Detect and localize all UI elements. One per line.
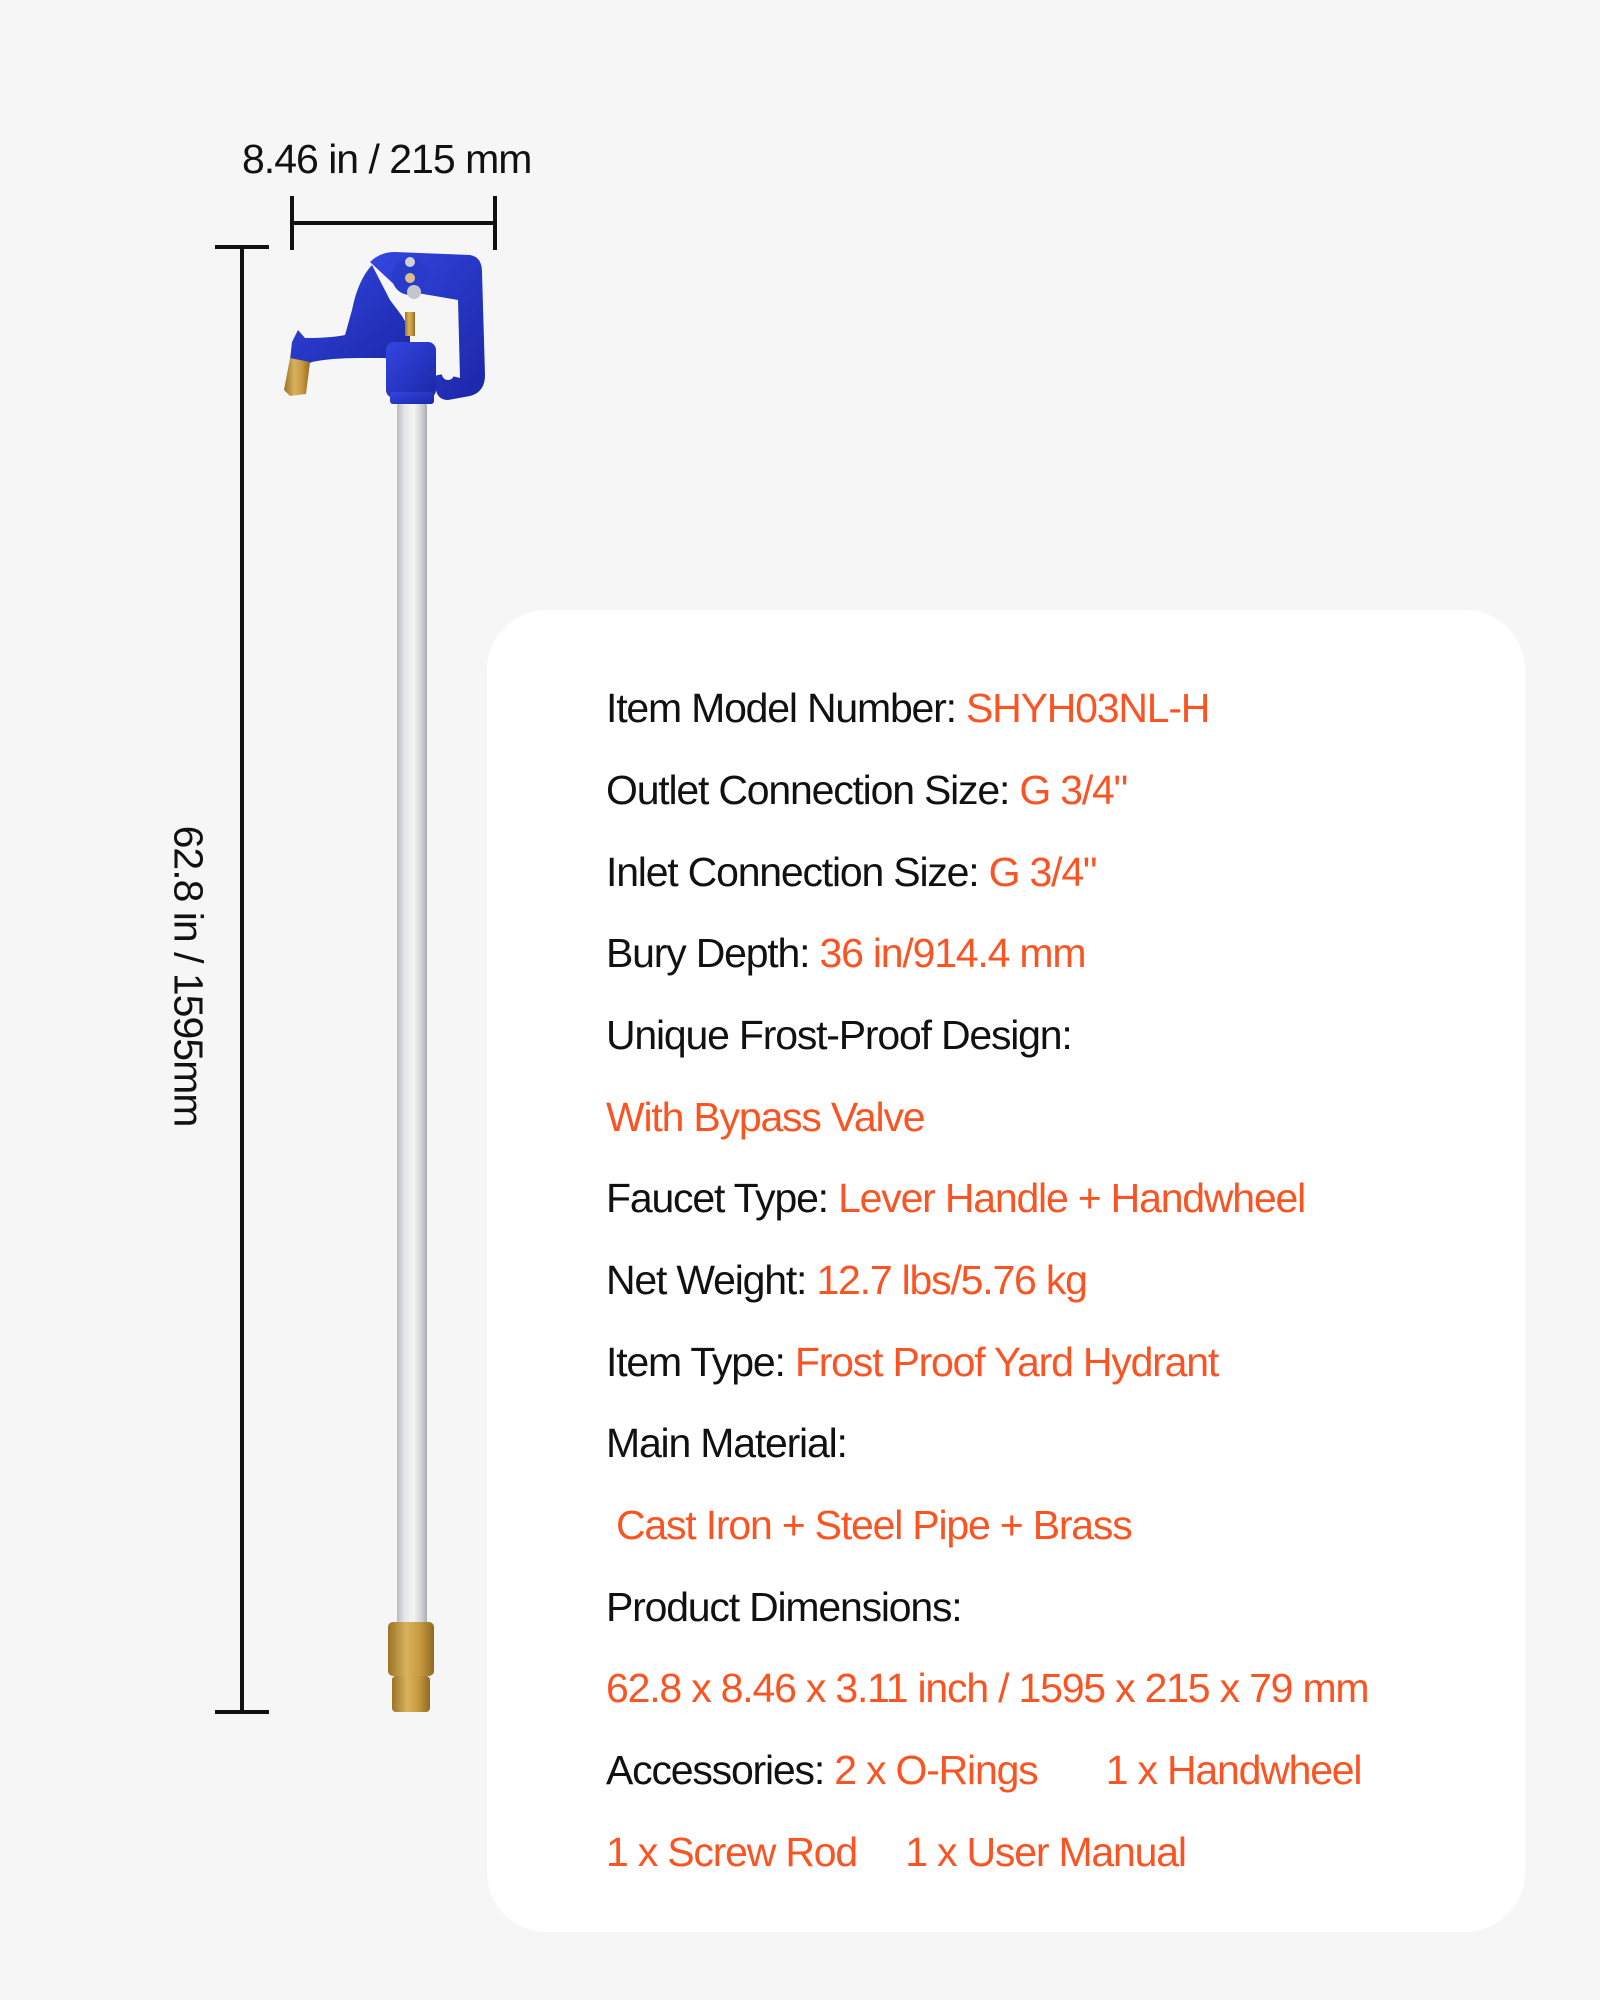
hydrant-head [290,252,485,404]
spec-label: Net Weight: [606,1257,807,1303]
spec-row-design-value [606,1094,925,1140]
steel-pipe [397,400,427,1635]
spec-row-accessories [606,1747,1362,1793]
spec-row-inlet [606,849,1097,895]
spec-row-item-type [606,1339,1219,1385]
spec-value: G 3/4" [1019,767,1127,813]
brass-outlet [284,358,310,396]
spec-label: Outlet Connection Size: [606,767,1010,813]
spec-label: Unique Frost-Proof Design: [606,1012,1072,1058]
spec-value: SHYH03NL-H [966,685,1210,731]
spec-value: G 3/4" [988,849,1097,895]
spec-value: 62.8 x 8.46 x 3.11 inch / 1595 x 215 x 79 mm [606,1665,1369,1711]
spec-row-design-label [606,1012,1072,1058]
spec-row-material-value [616,1502,1132,1548]
spec-label: Main Material: [606,1420,847,1466]
accessory-item: 2 x O-Rings [834,1747,1038,1793]
spec-value: 12.7 lbs/5.76 kg [816,1257,1087,1303]
accessory-item: 1 x Handwheel [1105,1747,1362,1793]
accessory-item: 1 x Screw Rod [606,1829,858,1875]
spec-value: Cast Iron + Steel Pipe + Brass [616,1502,1132,1548]
width-dimension-label: 8.46 in / 215 mm [242,136,532,182]
spec-value: Frost Proof Yard Hydrant [794,1339,1219,1385]
spec-row-accessories-cont [606,1829,1186,1875]
spec-row-bury-depth [606,930,1086,976]
spec-row-dimensions-label [606,1584,962,1630]
accessory-item: 1 x User Manual [905,1829,1186,1875]
brass-inlet [388,1622,434,1676]
spec-row-dimensions-value [606,1665,1369,1711]
spec-row-model [606,685,1210,731]
spec-row-net-weight [606,1257,1087,1303]
spec-label: Bury Depth: [606,930,810,976]
spec-value: Lever Handle + Handwheel [838,1175,1306,1221]
spec-label: Item Model Number: [606,685,956,731]
spec-row-material-label [606,1420,847,1466]
spec-value: With Bypass Valve [606,1094,925,1140]
spec-value: 36 in/914.4 mm [819,930,1086,976]
spec-row-outlet [606,767,1127,813]
spec-row-faucet-type [606,1175,1306,1221]
spec-label: Product Dimensions: [606,1584,962,1630]
spec-label: Inlet Connection Size: [606,849,979,895]
spec-label: Faucet Type: [606,1175,828,1221]
height-dimension-label: 62.8 in / 1595mm [165,825,212,1127]
spec-label: Item Type: [606,1339,785,1385]
spec-label: Accessories: [606,1747,825,1793]
